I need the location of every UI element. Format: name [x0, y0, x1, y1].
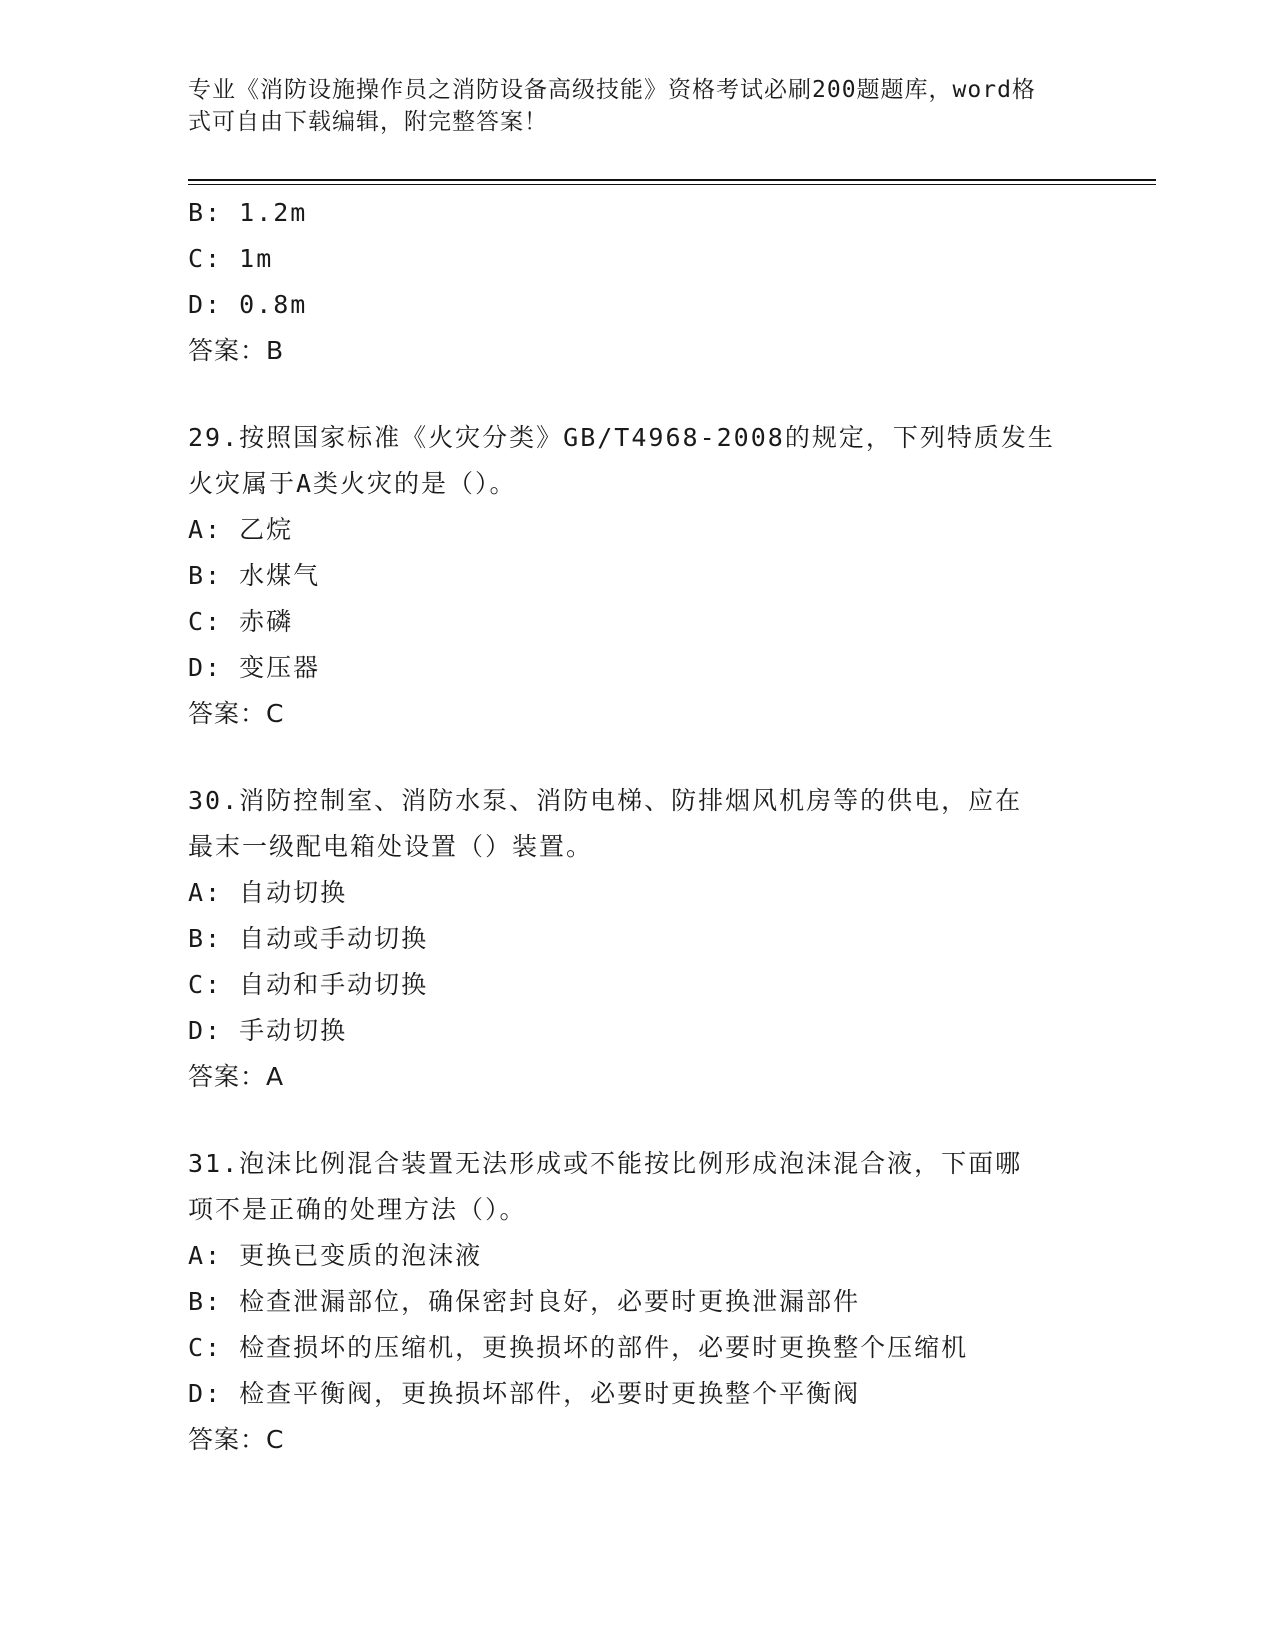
- option-b: B: 1.2m: [188, 198, 308, 227]
- option-b: B: 水煤气: [188, 561, 321, 590]
- option-d: D: 0.8m: [188, 290, 308, 319]
- page-header: [188, 74, 1068, 138]
- option-a: A: 乙烷: [188, 515, 294, 544]
- option-d: D: 变压器: [188, 653, 321, 682]
- option-a: A: 自动切换: [188, 878, 348, 907]
- question-30: [188, 778, 1088, 1100]
- question-stem-line-2: 最末一级配电箱处设置（）装置。: [188, 832, 594, 861]
- option-a: A: 更换已变质的泡沫液: [188, 1241, 483, 1270]
- option-c: C: 1m: [188, 244, 274, 273]
- question-28-tail: [188, 190, 1088, 374]
- question-31: [188, 1141, 1088, 1463]
- question-list: [188, 190, 1088, 1463]
- question-stem: [188, 415, 1088, 507]
- option-c: C: 检查损坏的压缩机，更换损坏的部件，必要时更换整个压缩机: [188, 1333, 969, 1362]
- option-b: B: 自动或手动切换: [188, 924, 429, 953]
- question-stem-line-2: 项不是正确的处理方法（）。: [188, 1195, 527, 1224]
- answer-line: 答案：C: [188, 1425, 285, 1454]
- option-d: D: 手动切换: [188, 1016, 348, 1045]
- question-stem-line-1: 30.消防控制室、消防水泵、消防电梯、防排烟风机房等的供电，应在: [188, 786, 1023, 815]
- question-stem: [188, 778, 1088, 870]
- answer-line: 答案：C: [188, 699, 285, 728]
- option-c: C: 赤磷: [188, 607, 294, 636]
- answer-line: 答案：A: [188, 1062, 285, 1091]
- option-b: B: 检查泄漏部位，确保密封良好，必要时更换泄漏部件: [188, 1287, 861, 1316]
- question-29: [188, 415, 1088, 737]
- question-stem-line-1: 31.泡沫比例混合装置无法形成或不能按比例形成泡沫混合液，下面哪: [188, 1149, 1023, 1178]
- header-line-2: 式可自由下载编辑，附完整答案！: [188, 109, 548, 135]
- header-line-1: 专业《消防设施操作员之消防设备高级技能》资格考试必刷200题题库，word格: [188, 77, 1036, 103]
- answer-line: 答案：B: [188, 336, 285, 365]
- header-divider: [188, 179, 1156, 181]
- question-stem: [188, 1141, 1088, 1233]
- option-c: C: 自动和手动切换: [188, 970, 429, 999]
- question-stem-line-2: 火灾属于A类火灾的是（）。: [188, 469, 517, 498]
- option-d: D: 检查平衡阀，更换损坏部件，必要时更换整个平衡阀: [188, 1379, 861, 1408]
- header-divider-thin: [188, 184, 1156, 185]
- question-stem-line-1: 29.按照国家标准《火灾分类》GB/T4968-2008的规定，下列特质发生: [188, 423, 1055, 452]
